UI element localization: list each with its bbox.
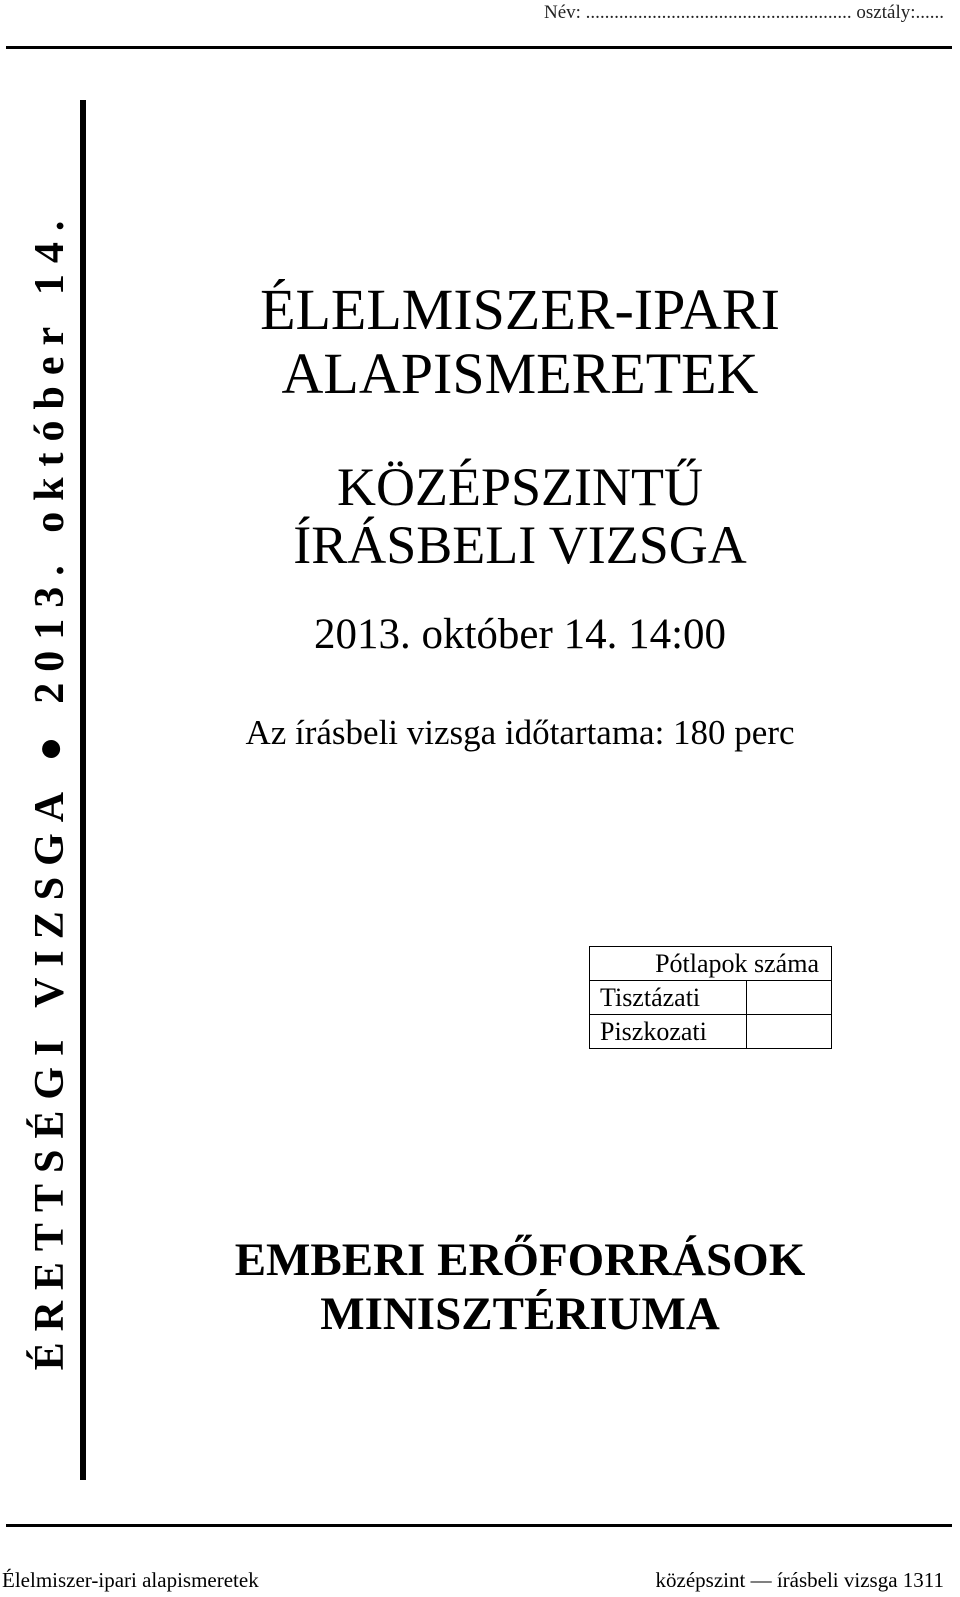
clean-copy-count-field[interactable] [747,981,832,1015]
exam-title-line-2: ALAPISMERETEK [281,341,759,406]
footer-divider [6,1524,952,1527]
header-divider [6,46,952,49]
extra-pages-header-row [590,947,832,981]
exam-date-time: 2013. október 14. 14:00 [313,611,727,658]
draft-label: Piszkozati [590,1015,747,1049]
extra-pages-table [589,946,832,1049]
footer-level-code: középszint — írásbeli vizsga 1311 [655,1568,944,1592]
exam-level-line-1: KÖZÉPSZINTŰ [337,457,703,517]
extra-pages-row [590,981,832,1015]
extra-pages-row [590,1015,832,1049]
draft-count-field[interactable] [747,1015,832,1049]
name-class-line: Név: ........................................................ osztály:...... [543,2,944,23]
exam-title [90,278,950,406]
side-banner-rule [80,100,86,1480]
extra-pages-header: Pótlapok száma [590,947,832,981]
exam-level-line-2: ÍRÁSBELI VIZSGA [293,515,747,575]
side-banner-text: ÉRETTSÉGI VIZSGA ● 2013. október 14. [27,209,73,1371]
ministry-line-2: MINISZTÉRIUMA [320,1288,720,1340]
exam-title-line-1: ÉLELMISZER-IPARI [260,277,780,342]
exam-level [90,458,950,574]
ministry-line-1: EMBERI ERŐFORRÁSOK [234,1234,806,1286]
footer-subject: Élelmiszer-ipari alapismeretek [2,1568,259,1592]
exam-duration: Az írásbeli vizsga időtartama: 180 perc [245,713,795,752]
clean-copy-label: Tisztázati [590,981,747,1015]
side-banner [20,100,80,1480]
ministry-name [90,1233,950,1341]
